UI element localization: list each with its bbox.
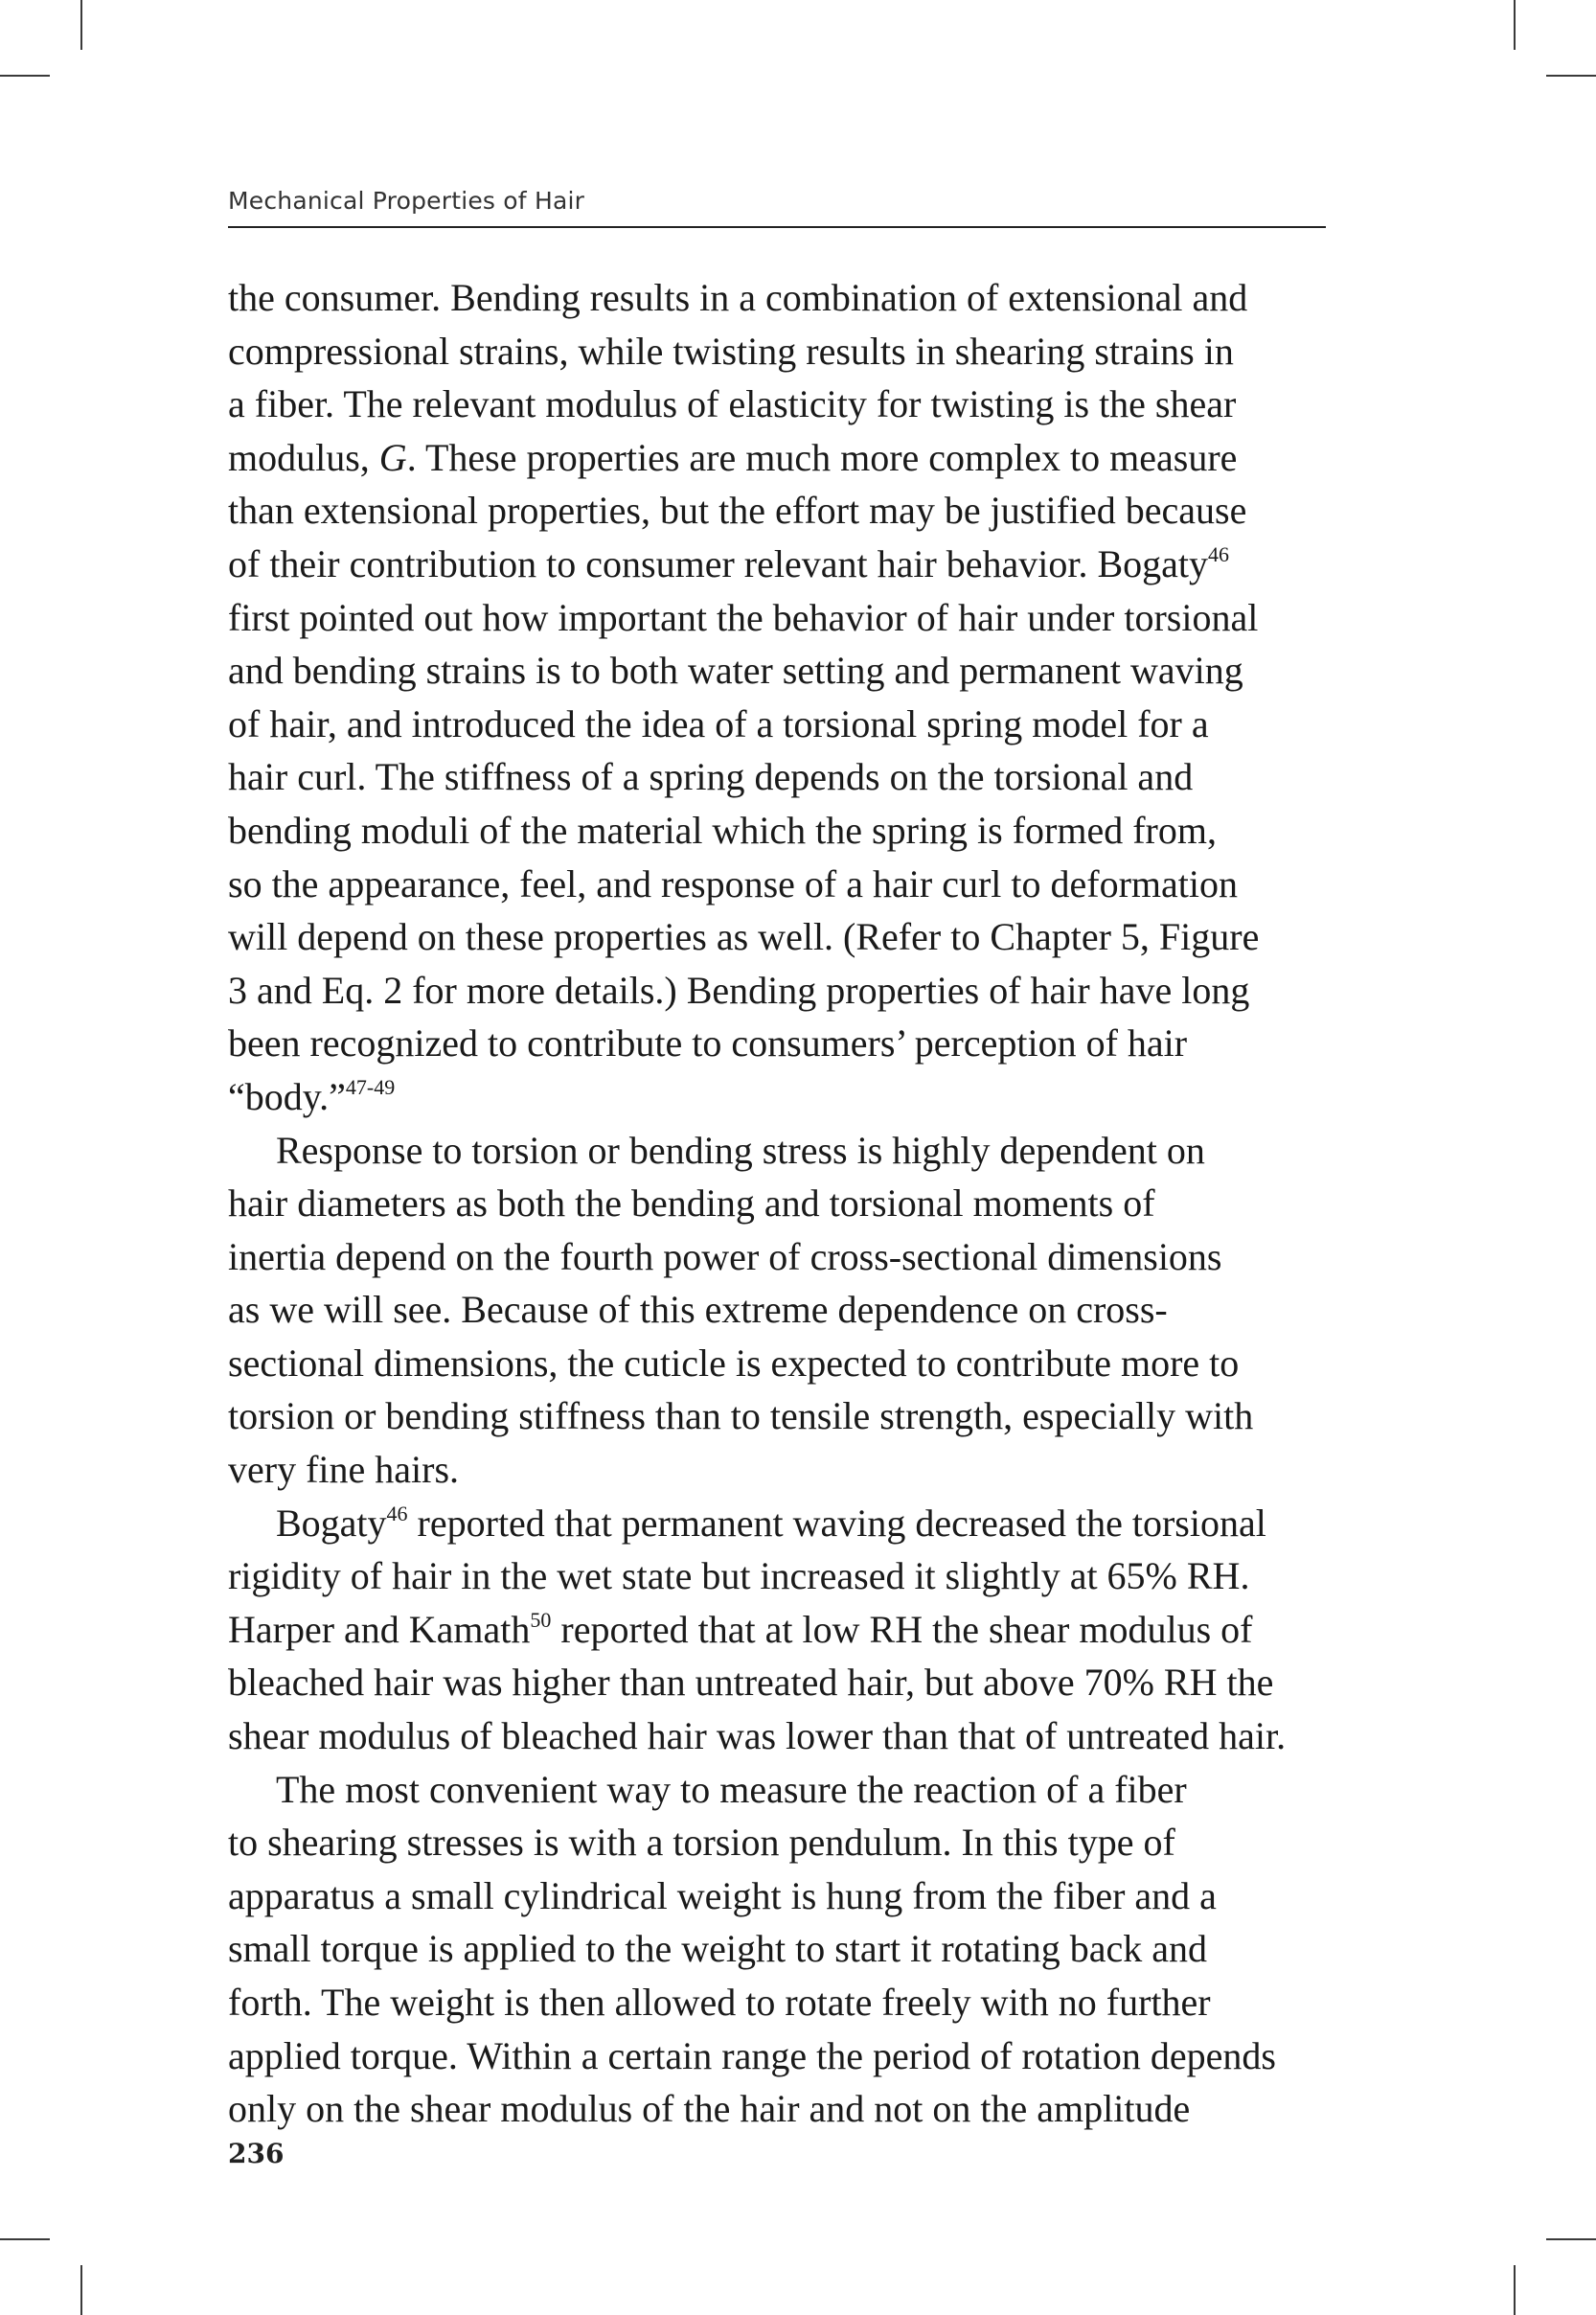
text-line: sectional dimensions, the cuticle is expected to contribute more to <box>228 1341 1240 1385</box>
crop-mark <box>1546 2238 1596 2240</box>
text-line <box>228 1124 1330 1178</box>
text-line: 3 and Eq. 2 for more details.) Bending properties of hair have long <box>228 968 1250 1012</box>
text-line: hair curl. The stiffness of a spring depends on the torsional and <box>228 755 1194 799</box>
text-line: inertia depend on the fourth power of cross-sectional dimensions <box>228 1234 1222 1278</box>
text-line: first pointed out how important the behavior of hair under torsional <box>228 595 1259 639</box>
running-head-rule <box>228 226 1326 228</box>
text-line: compressional strains, while twisting results in shearing strains in <box>228 329 1234 373</box>
text-line: very fine hairs. <box>228 1448 460 1492</box>
text-line: small torque is applied to the weight to start it rotating back and <box>228 1927 1207 1971</box>
text-line: applied torque. Within a certain range the period of rotation depends <box>228 2033 1276 2077</box>
text-line <box>228 1070 1330 1124</box>
text-line <box>228 538 1330 591</box>
text-line: shear modulus of bleached hair was lower than that of untreated hair. <box>228 1714 1287 1758</box>
crop-mark <box>80 2265 82 2315</box>
text-run: The most convenient way to measure the reaction of a fiber <box>276 1767 1187 1811</box>
text-run: of their contribution to consumer relevant hair behavior. Bogaty <box>228 541 1209 585</box>
text-line: to shearing stresses is with a torsion pendulum. In this type of <box>228 1821 1175 1865</box>
text-line: been recognized to contribute to consumers’ perception of hair <box>228 1021 1188 1066</box>
crop-mark <box>1514 2265 1516 2315</box>
text-line: bending moduli of the material which the spring is formed from, <box>228 808 1217 852</box>
running-head: Mechanical Properties of Hair <box>228 187 585 215</box>
citation-superscript: 46 <box>386 1501 408 1525</box>
page-number: 236 <box>228 2138 285 2169</box>
citation-superscript: 47-49 <box>345 1074 396 1099</box>
citation-superscript: 46 <box>1208 541 1230 566</box>
text-line: bleached hair was higher than untreated hair, but above 70% RH the <box>228 1661 1274 1705</box>
text-run: . These properties are much more complex to measure <box>406 435 1238 479</box>
crop-mark <box>1546 75 1596 77</box>
text-line: the consumer. Bending results in a combination of extensional and <box>228 276 1248 319</box>
crop-mark <box>80 0 82 50</box>
text-run: “body.” <box>228 1074 346 1118</box>
text-run: Bogaty <box>276 1501 387 1545</box>
crop-mark <box>1514 0 1516 50</box>
text-line <box>228 431 1330 485</box>
italic-symbol: G <box>378 435 407 479</box>
text-line: and bending strains is to both water setting and permanent waving <box>228 649 1243 693</box>
text-run: Harper and Kamath <box>228 1607 531 1651</box>
text-line: a fiber. The relevant modulus of elasticity for twisting is the shear <box>228 382 1237 426</box>
text-line <box>228 1497 1330 1550</box>
text-run: reported that permanent waving decreased the torsional <box>407 1501 1266 1545</box>
text-line: rigidity of hair in the wet state but increased it slightly at 65% RH. <box>228 1554 1250 1598</box>
text-line: apparatus a small cylindrical weight is hung from the fiber and a <box>228 1873 1217 1917</box>
text-line <box>228 1603 1330 1657</box>
text-line: of hair, and introduced the idea of a torsional spring model for a <box>228 701 1209 745</box>
body-text <box>228 271 1330 2136</box>
text-run: Response to torsion or bending stress is highly dependent on <box>276 1128 1205 1172</box>
text-line: so the appearance, feel, and response of a hair curl to deformation <box>228 861 1238 905</box>
crop-mark <box>0 2238 50 2240</box>
text-line: as we will see. Because of this extreme dependence on cross- <box>228 1288 1168 1332</box>
text-line: will depend on these properties as well. (Refer to Chapter 5, Figure <box>228 915 1260 959</box>
text-line: hair diameters as both the bending and torsional moments of <box>228 1181 1155 1226</box>
text-line: torsion or bending stiffness than to tensile strength, especially with <box>228 1394 1254 1438</box>
text-line: forth. The weight is then allowed to rotate freely with no further <box>228 1981 1211 2024</box>
text-line: than extensional properties, but the effort may be justified because <box>228 489 1247 533</box>
text-run: reported that at low RH the shear modulus of <box>551 1607 1253 1651</box>
citation-superscript: 50 <box>530 1607 552 1632</box>
crop-mark <box>0 75 50 77</box>
text-run: modulus, <box>228 435 379 479</box>
text-line <box>228 1763 1330 1817</box>
text-line: only on the shear modulus of the hair and not on the amplitude <box>228 2087 1191 2131</box>
